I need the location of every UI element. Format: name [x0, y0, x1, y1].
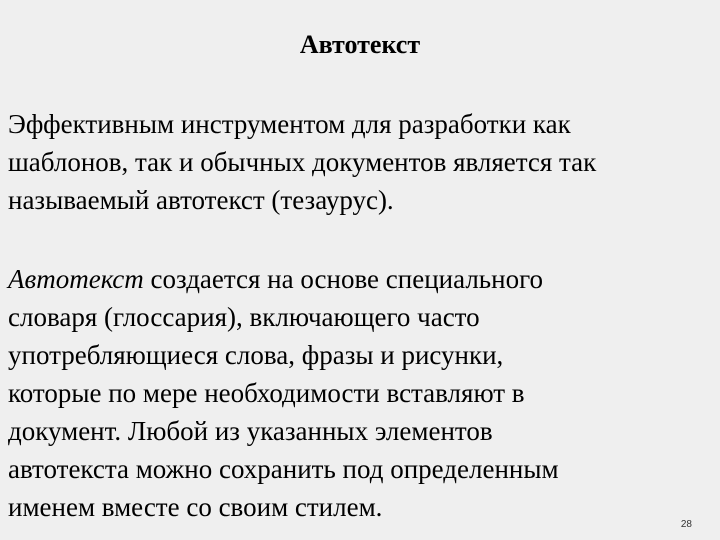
paragraph-line: именем вместе со своим стилем. [8, 492, 383, 522]
paragraph-line: шаблонов, так и обычных документов является так [8, 147, 597, 177]
italic-term: Автотекст [8, 264, 144, 294]
paragraph-line-first-rest: создается на основе специального [143, 264, 543, 294]
paragraph-intro [8, 105, 708, 219]
slide-title [0, 30, 720, 60]
paragraph-line-first [8, 260, 708, 298]
paragraph-line: которые по мере необходимости вставляют в [8, 378, 525, 408]
paragraph-line: Эффективным инструментом для разработки как [8, 109, 571, 139]
paragraph-line: называемый автотекст (тезаурус). [8, 185, 394, 215]
page-number: 28 [680, 519, 692, 530]
paragraph-line: словаря (глоссария), включающего часто [8, 302, 480, 332]
paragraph-line: употребляющиеся слова, фразы и рисунки, [8, 340, 504, 370]
paragraph-line: документ. Любой из указанных элементов [8, 416, 493, 446]
paragraph-line: автотекста можно сохранить под определенным [8, 454, 559, 484]
slide-title-text: Автотекст [299, 30, 421, 59]
paragraph-definition [8, 260, 708, 526]
